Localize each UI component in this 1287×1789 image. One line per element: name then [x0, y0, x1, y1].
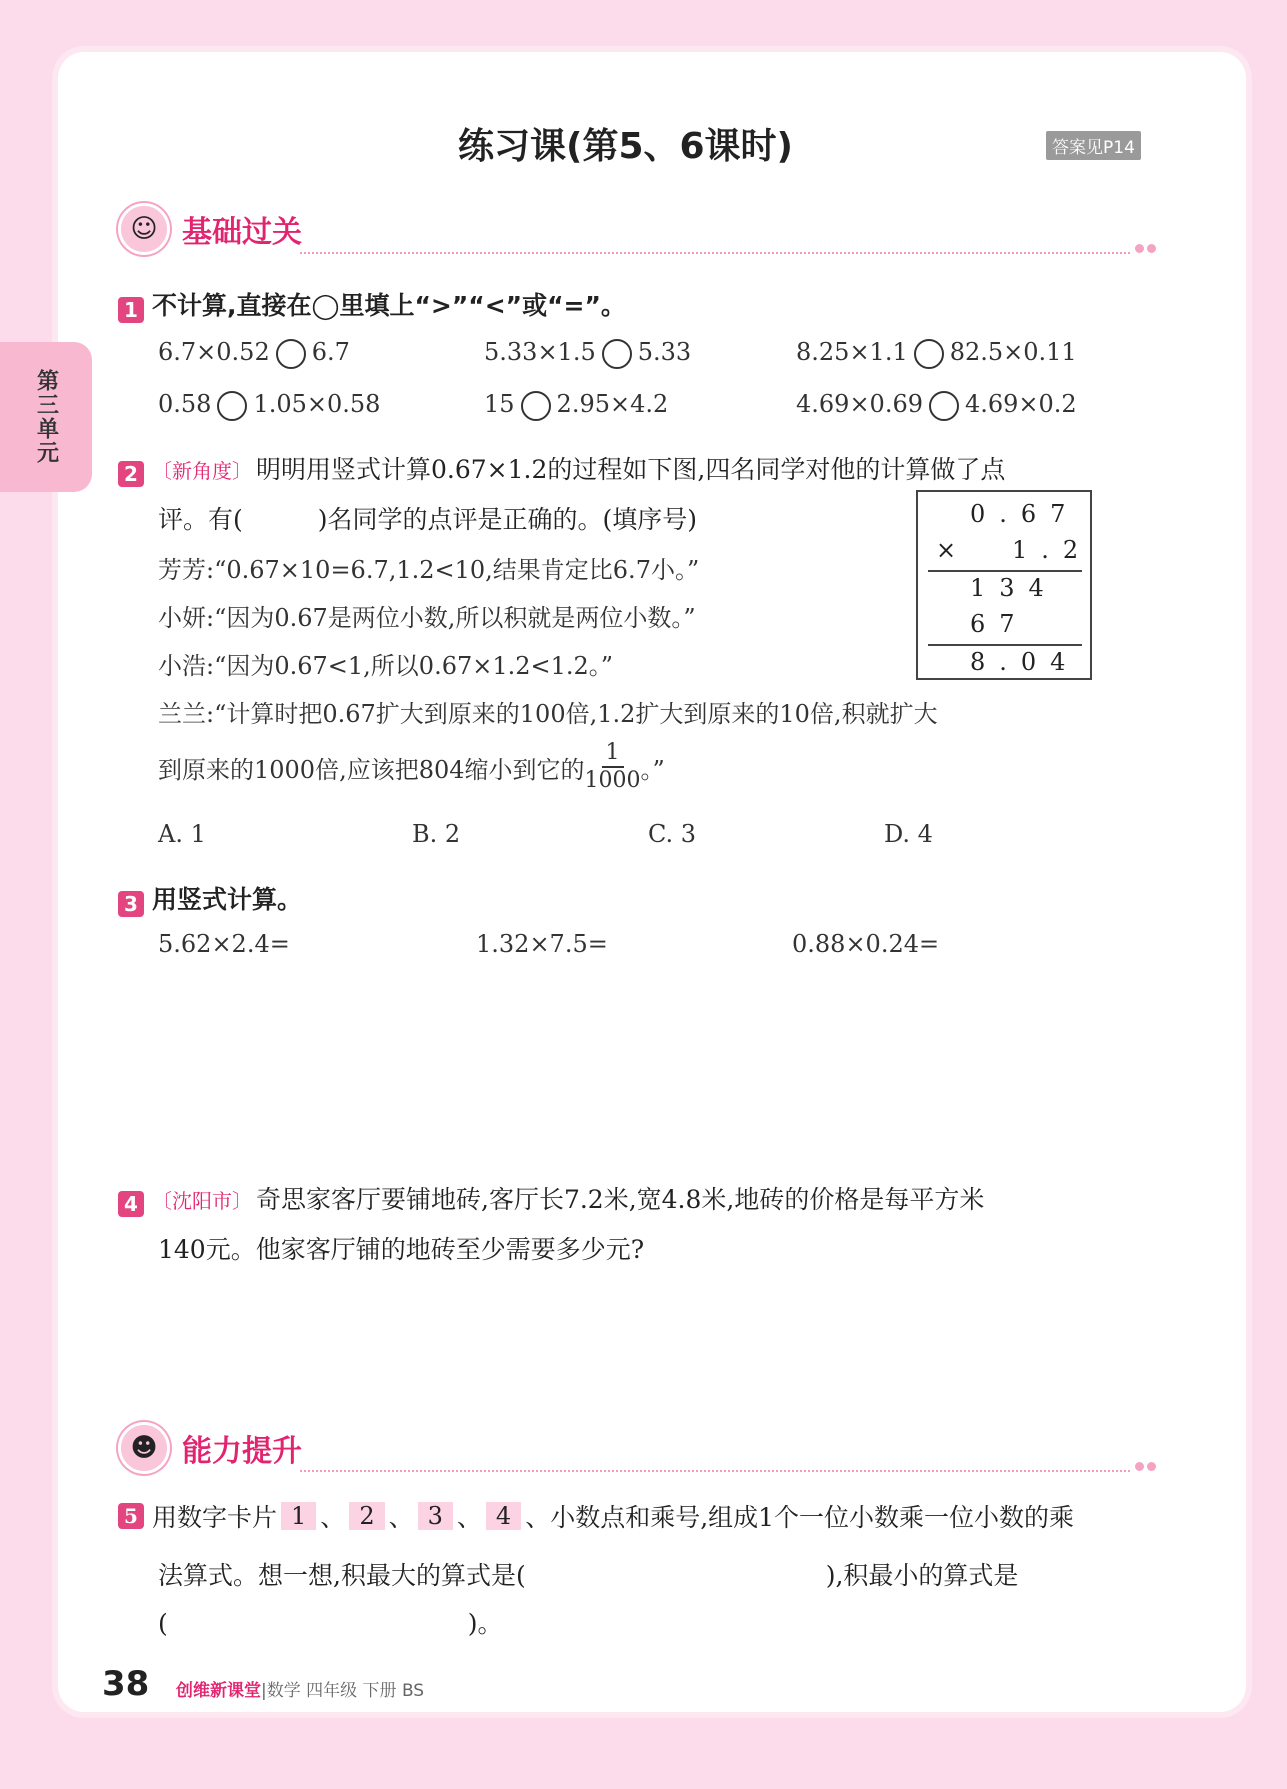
number-card: 3 [418, 1502, 453, 1530]
question-number: 5 [118, 1503, 144, 1529]
unit-tab: 第三单元 [0, 342, 92, 492]
section-basic-header [118, 203, 302, 255]
footer-info: 创维新课堂|数学 四年级 下册 BS [176, 1681, 425, 1701]
answer-circle[interactable] [929, 391, 959, 421]
section-divider [300, 1470, 1130, 1472]
question-5-line3: ( )。 [158, 1609, 503, 1638]
compare-item: 8.25×1.1 82.5×0.11 [796, 338, 1077, 369]
dots-decoration [1132, 238, 1156, 257]
comment-xiaoyan: 小妍:“因为0.67是两位小数,所以积就是两位小数。” [158, 604, 696, 632]
question-2: 2 〔新角度〕 明明用竖式计算0.67×1.2的过程如下图,四名同学对他的计算做了点 [118, 450, 1005, 487]
question-number: 3 [118, 891, 144, 917]
number-card: 1 [281, 1502, 316, 1530]
section-basic-title: 基础过关 [182, 215, 302, 250]
calc-item: 5.62×2.4= [158, 930, 290, 958]
comment-xiaohao: 小浩:“因为0.67<1,所以0.67×1.2<1.2。” [158, 652, 614, 680]
question-tag: 〔新角度〕 [152, 459, 252, 483]
girl-mascot-icon: ☺ [118, 203, 170, 255]
rule-line [928, 570, 1082, 572]
question-stem: 140元。他家客厅铺的地砖至少需要多少元? [158, 1235, 645, 1264]
question-number: 2 [118, 461, 144, 487]
calc-item: 1.32×7.5= [476, 930, 608, 958]
question-5-line2: 法算式。想一想,积最大的算式是( ),积最小的算式是 [158, 1561, 1019, 1590]
section-divider [300, 252, 1130, 254]
question-stem: 不计算,直接在◯里填上“>”“<”或“=”。 [152, 291, 626, 320]
option-c[interactable]: C. 3 [648, 820, 697, 848]
question-number: 1 [118, 297, 144, 323]
vertical-row: 0.67 [970, 500, 1080, 528]
question-tag: 〔沈阳市〕 [152, 1189, 252, 1213]
section-advanced-title: 能力提升 [182, 1434, 302, 1469]
option-a[interactable]: A. 1 [158, 820, 206, 848]
compare-item: 0.58 1.05×0.58 [158, 390, 380, 421]
number-card: 4 [486, 1502, 521, 1530]
compare-item: 5.33×1.5 5.33 [484, 338, 691, 369]
page-number: 38 [102, 1664, 150, 1704]
answer-circle[interactable] [276, 339, 306, 369]
rule-line [928, 644, 1082, 646]
question-stem: 评。有( )名同学的点评是正确的。(填序号) [158, 505, 698, 534]
times-sign: × [936, 536, 971, 564]
dots-decoration [1132, 1456, 1156, 1475]
compare-item: 15 2.95×4.2 [484, 390, 668, 421]
fraction: $\frac{1}{1000}$ [584, 740, 641, 793]
vertical-calculation-box [916, 490, 1092, 680]
vertical-row: 134 [970, 574, 1058, 602]
question-number: 4 [118, 1191, 144, 1217]
question-1 [118, 286, 626, 323]
compare-item: 4.69×0.69 4.69×0.2 [796, 390, 1077, 421]
answer-circle[interactable] [602, 339, 632, 369]
vertical-row: 67 [970, 610, 1029, 638]
answer-circle[interactable] [521, 391, 551, 421]
option-b[interactable]: B. 2 [412, 820, 461, 848]
question-3 [118, 880, 302, 917]
comment-fangfang: 芳芳:“0.67×10=6.7,1.2<10,结果肯定比6.7小。” [158, 556, 700, 584]
number-card: 2 [349, 1502, 384, 1530]
page-title: 练习课(第5、6课时) [458, 126, 794, 167]
compare-item: 6.7×0.52 6.7 [158, 338, 350, 369]
answer-circle[interactable] [217, 391, 247, 421]
comment-lanlan-cont: 到原来的1000倍,应该把804缩小到它的 $\frac{1}{1000}$ 。” [158, 740, 665, 793]
question-stem: 用竖式计算。 [152, 885, 303, 914]
question-5: 5 用数字卡片 1 、 2 、 3 、 4 、小数点和乘号,组成1个一位小数乘一位小数的乘 [118, 1498, 1074, 1534]
vertical-row: 8.04 [970, 648, 1080, 676]
answer-circle[interactable] [914, 339, 944, 369]
comment-lanlan: 兰兰:“计算时把0.67扩大到原来的100倍,1.2扩大到原来的10倍,积就扩大 [158, 700, 938, 728]
section-advanced-header [118, 1422, 302, 1474]
vertical-row: 1.2 [1012, 536, 1093, 564]
answer-reference: 答案见P14 [1046, 131, 1141, 160]
question-4: 4 〔沈阳市〕 奇思家客厅要铺地砖,客厅长7.2米,宽4.8米,地砖的价格是每平方米 [118, 1180, 984, 1217]
calc-item: 0.88×0.24= [792, 930, 940, 958]
option-d[interactable]: D. 4 [884, 820, 933, 848]
monkey-mascot-icon: ☻ [118, 1422, 170, 1474]
